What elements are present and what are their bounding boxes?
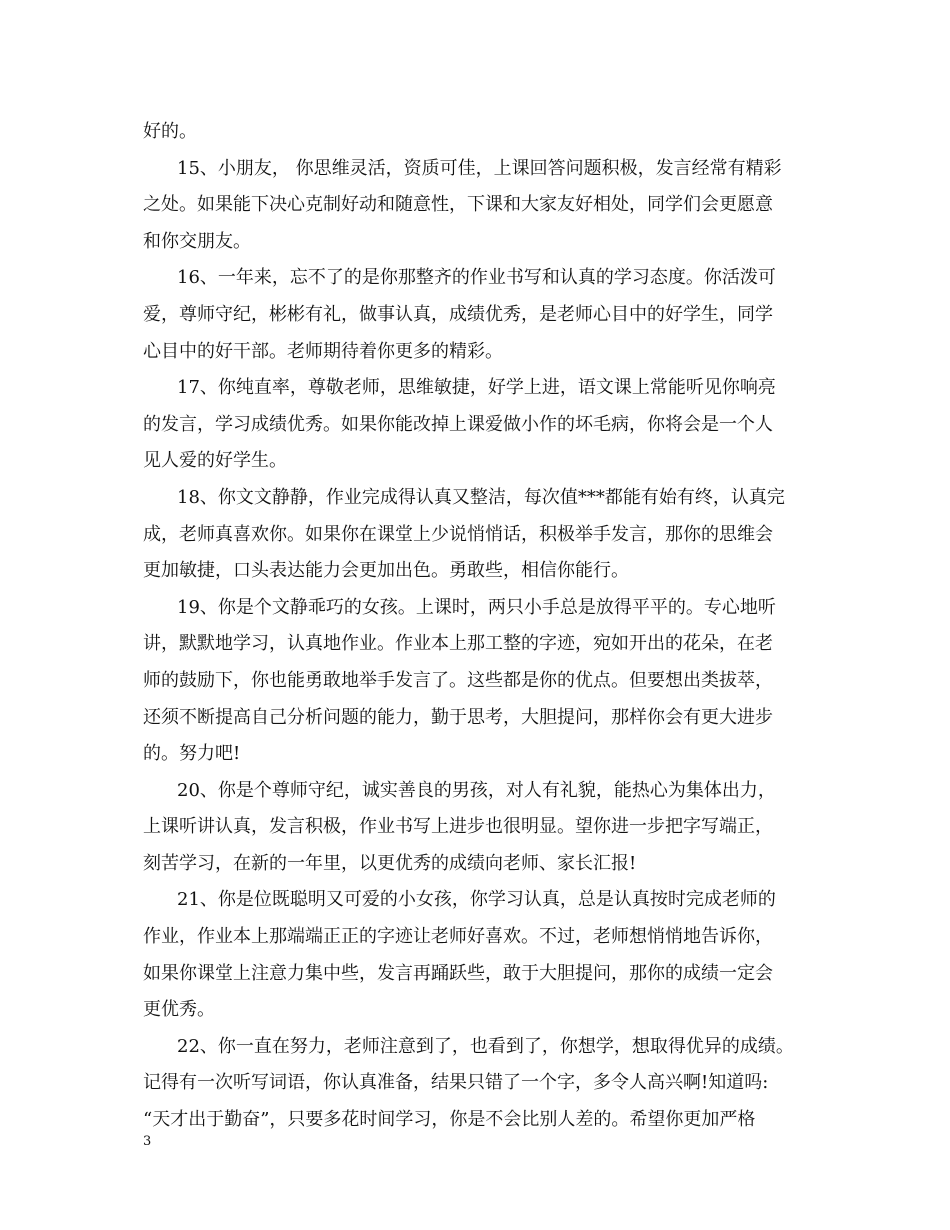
text-line: 的发言，学习成绩优秀。如果你能改掉上课爱做小作的坏毛病，你将会是一个人 (143, 413, 773, 435)
page-number: 3 (143, 1134, 152, 1149)
text-line: 见人爱的好学生。 (143, 450, 287, 472)
text-line: 19、你是个文静乖巧的女孩。上课时，两只小手总是放得平平的。专心地听 (177, 596, 776, 618)
text-line: 师的鼓励下，你也能勇敢地举手发言了。这些都是你的优点。但要想出类拔萃， (143, 669, 773, 691)
text-line: 20、你是个尊师守纪，诚实善良的男孩，对人有礼貌，能热心为集体出力， (177, 779, 776, 801)
text-line: 18、你文文静静，作业完成得认真又整洁，每次值***都能有始有终，认真完 (177, 486, 785, 508)
text-line: “天才出于勤奋”，只要多花时间学习，你是不会比别人差的。希望你更加严格 (143, 1109, 756, 1131)
text-line: 还须不断提高自己分析问题的能力，勤于思考，大胆提问，那样你会有更大进步 (143, 706, 773, 728)
text-line: 好的。 (143, 121, 197, 142)
text-line: 成，老师真喜欢你。如果你在课堂上少说悄悄话，积极举手发言，那你的思维会 (143, 523, 773, 545)
text-line: 17、你纯直率，尊敬老师，思维敏捷，好学上进，语文课上常能听见你响亮 (177, 377, 776, 399)
text-line: 如果你课堂上注意力集中些，发言再踊跃些，敢于大胆提问，那你的成绩一定会 (143, 962, 773, 984)
text-line: 的。努力吧! (143, 743, 241, 765)
text-line: 16、一年来，忘不了的是你那整齐的作业书写和认真的学习态度。你活泼可 (177, 267, 776, 289)
text-line: 和你交朋友。 (143, 230, 251, 252)
text-line: 之处。如果能下决心克制好动和随意性，下课和大家友好相处，同学们会更愿意 (143, 194, 773, 216)
text-line: 心目中的好干部。老师期待着你更多的精彩。 (143, 340, 503, 362)
text-line: 21、你是位既聪明又可爱的小女孩，你学习认真，总是认真按时完成老师的 (177, 889, 776, 911)
text-line: 记得有一次听写词语，你认真准备，结果只错了一个字，多令人高兴啊!知道吗: (143, 1072, 769, 1094)
text-line: 作业，作业本上那端端正正的字迹让老师好喜欢。不过，老师想悄悄地告诉你， (143, 926, 773, 948)
text-line: 上课听讲认真，发言积极，作业书写上进步也很明显。望你进一步把字写端正， (143, 816, 773, 838)
text-line: 刻苦学习，在新的一年里，以更优秀的成绩向老师、家长汇报! (143, 852, 637, 874)
text-line: 更加敏捷，口头表达能力会更加出色。勇敢些，相信你能行。 (143, 560, 629, 582)
text-line: 15、小朋友， 你思维灵活，资质可佳，上课回答问题积极，发言经常有精彩 (177, 157, 782, 179)
text-line: 22、你一直在努力，老师注意到了，也看到了，你想学，想取得优异的成绩。 (177, 1035, 794, 1057)
text-line: 讲，默默地学习，认真地作业。作业本上那工整的字迹，宛如开出的花朵，在老 (143, 633, 773, 655)
text-line: 更优秀。 (143, 999, 215, 1021)
text-line: 爱，尊师守纪，彬彬有礼，做事认真，成绩优秀，是老师心目中的好学生，同学 (143, 303, 773, 325)
document-body (143, 114, 815, 1139)
